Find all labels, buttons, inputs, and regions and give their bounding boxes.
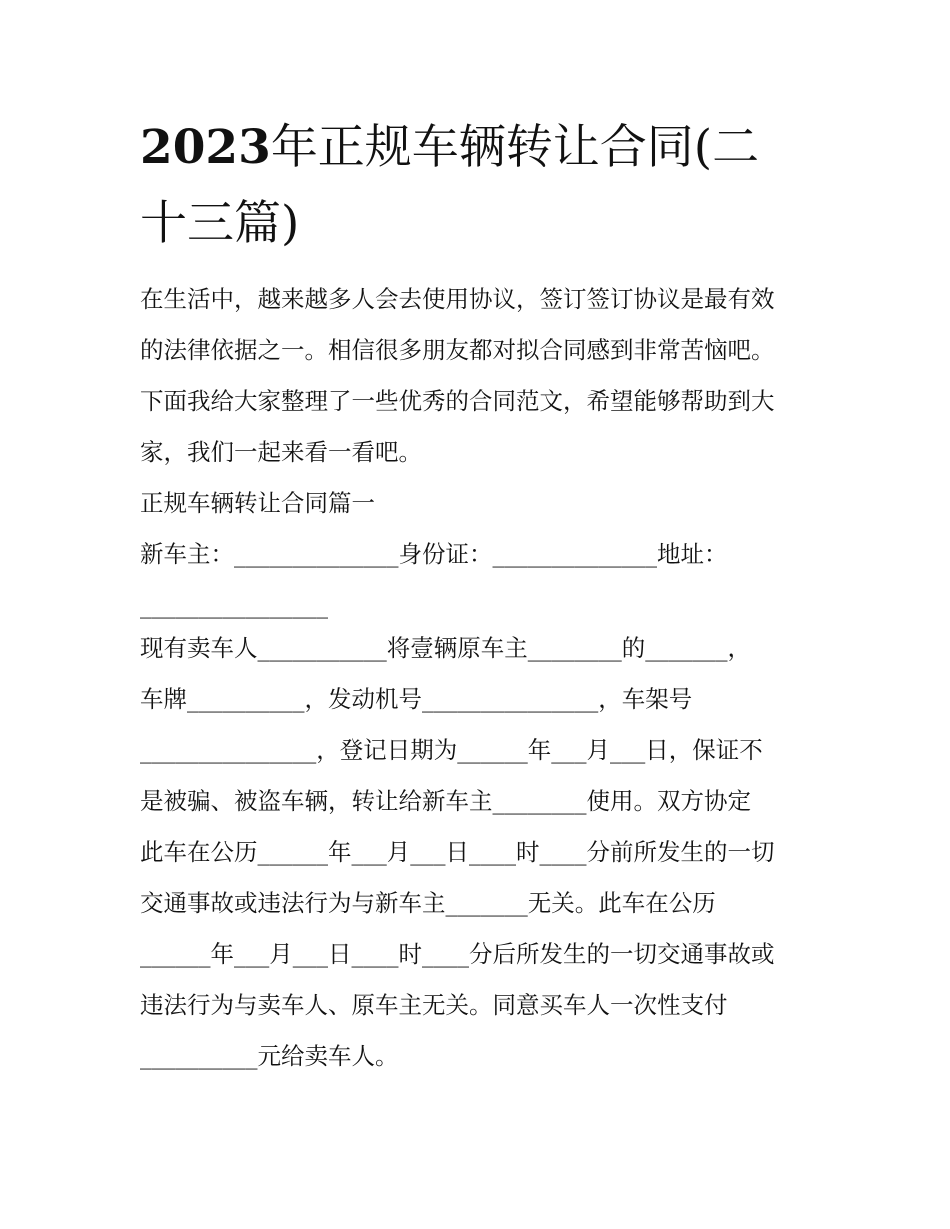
clause-line: _______________，登记日期为______年___月___日，保证不 — [140, 736, 763, 764]
party-fields — [140, 529, 830, 631]
intro-paragraph — [140, 274, 830, 478]
title-line-1 — [140, 110, 820, 186]
intro-line: 下面我给大家整理了一些优秀的合同范文，希望能够帮助到大 — [140, 387, 775, 415]
intro-line: 的法律依据之一。相信很多朋友都对拟合同感到非常苦恼吧。 — [140, 336, 775, 364]
section-heading — [140, 478, 830, 529]
intro-line: 在生活中，越来越多人会去使用协议，签订签订协议是最有效 — [140, 285, 775, 313]
field-line: 新车主：______________身份证：______________地址： — [140, 540, 728, 568]
clause-line: 此车在公历______年___月___日____时____分前所发生的一切 — [140, 838, 775, 866]
title-line-1-text: 年正规车辆转让合同(二 — [270, 120, 760, 175]
clause-line: 现有卖车人___________将壹辆原车主________的_______， — [140, 634, 751, 662]
clause-line: 交通事故或违法行为与新车主_______无关。此车在公历 — [140, 889, 716, 917]
clause-line: ______年___月___日____时____分后所发生的一切交通事故或 — [140, 940, 775, 968]
document-title — [140, 110, 820, 262]
field-line: ________________ — [140, 591, 328, 619]
clause-line: __________元给卖车人。 — [140, 1042, 399, 1070]
clause-line: 车牌__________，发动机号_______________，车架号 — [140, 685, 693, 713]
intro-line: 家，我们一起来看一看吧。 — [140, 438, 422, 466]
clause-line: 违法行为与卖车人、原车主无关。同意买车人一次性支付 — [140, 991, 728, 1019]
section-heading-text: 正规车辆转让合同篇一 — [140, 489, 375, 517]
transfer-clause — [140, 623, 830, 1082]
clause-line: 是被骗、被盗车辆，转让给新车主________使用。双方协定 — [140, 787, 751, 815]
title-line-2: 十三篇) — [140, 196, 300, 251]
title-year: 2023 — [140, 120, 271, 175]
